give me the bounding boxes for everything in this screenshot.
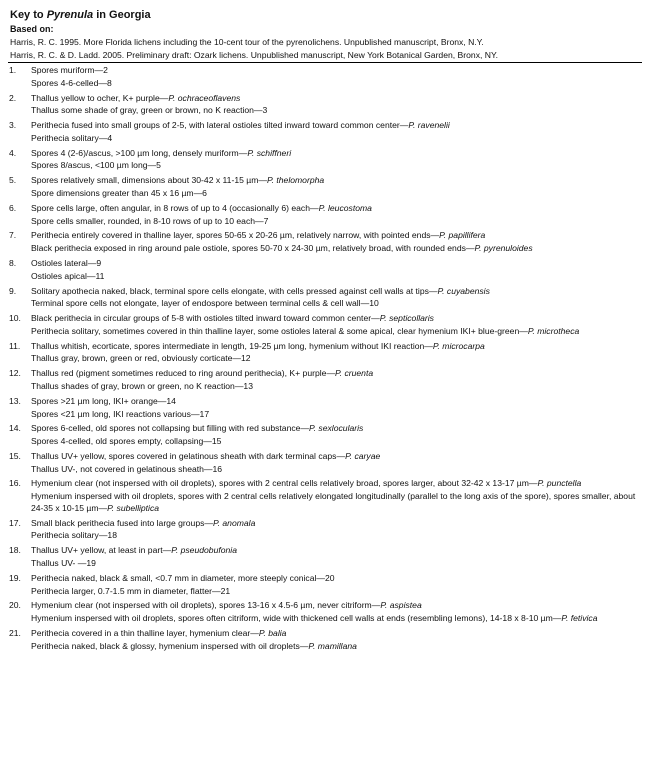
key-lead [31,133,642,145]
lead-text: Thallus UV+ yellow, at least in part— [31,545,172,556]
title-prefix: Key to [10,9,47,21]
taxon-name: P. leucostoma [318,202,372,213]
key-couplet [8,341,642,367]
couplet-leads [31,203,642,229]
couplet-leads [31,600,642,626]
taxon-name: P. cruenta [335,368,374,379]
key-couplet [8,65,642,91]
lead-text: Thallus red (pigment sometimes reduced to ring around perithecia), K+ purple— [31,368,336,379]
key-lead [31,258,642,270]
key-lead [31,353,642,365]
couplet-leads [31,65,642,91]
key-lead [31,558,642,570]
key-couplet [8,286,642,312]
lead-text: Thallus yellow to ocher, K+ purple— [31,92,169,103]
lead-text: Black perithecia exposed in ring around pale ostiole, spores 50-70 x 24-30 µm, relatively broad, with rounded ends— [31,243,475,254]
lead-text: Spores 8/ascus, <100 µm long—5 [31,160,161,171]
lead-text: Spores <21 µm long, IKI reactions various—17 [31,408,210,419]
reference-2: Harris, R. C. & D. Ladd. 2005. Preliminary draft: Ozark lichens. Unpublished manuscript, New York Botanical Garden, Bronx, NY. [10,49,498,60]
key-lead [31,530,642,542]
key-couplet [8,451,642,477]
lead-text: Perithecia entirely covered in thalline layer, spores 50-65 x 20-26 µm, relatively narrow, with pointed ends— [31,230,440,241]
key-lead [31,105,642,117]
key-lead [31,216,642,228]
taxon-name: P. cuyabensis [437,285,490,296]
key-lead [31,148,642,160]
taxon-name: P. fetivica [561,613,598,624]
header-divider [8,62,642,63]
key-lead [31,203,642,215]
taxon-name: P. ochraceoflavens [168,92,241,103]
lead-text: Spores muriform—2 [31,65,108,75]
key-lead [31,381,642,393]
lead-text: Spores 4 (2-6)/ascus, >100 µm long, densely muriform— [31,147,248,158]
title-suffix: in Georgia [93,9,151,21]
couplet-leads [31,423,642,449]
key-lead [31,436,642,448]
lead-text: Spores 6-celled, old spores not collapsing but filling with red substance— [31,423,310,434]
couplet-leads [31,573,642,599]
lead-text: Small black perithecia fused into large groups— [31,517,213,528]
lead-text: Hymenium clear (not inspersed with oil droplets), spores 13-16 x 4.5-6 µm, never citriform— [31,600,381,611]
key-lead [31,628,642,640]
key-couplet [8,230,642,256]
taxon-name: P. subelliptica [107,502,160,513]
key-couplet [8,573,642,599]
key-lead [31,65,642,77]
key-couplet [8,120,642,146]
key-couplet [8,175,642,201]
lead-text: Solitary apothecia naked, black, terminal spore cells elongate, with cells pressed against cell walls at tips— [31,285,438,296]
key-couplet [8,93,642,119]
taxon-name: P. microcarpa [432,340,485,351]
taxon-name: P. aspistea [380,600,422,611]
taxon-name: P. thelomorpha [266,175,325,186]
key-couplet [8,148,642,174]
lead-text: Thallus UV- —19 [31,557,96,568]
key-lead [31,120,642,132]
couplet-leads [31,396,642,422]
key-couplet [8,478,642,515]
couplet-number: 10. [9,313,21,324]
couplet-number: 16. [9,478,21,489]
lead-text: Terminal spore cells not elongate, layer of endospore between terminal cells & cell wall—10 [31,298,379,309]
couplet-number: 11. [9,340,21,351]
key-couplet [8,258,642,284]
key-lead [31,451,642,463]
taxon-name: P. pyrenuloides [474,243,533,254]
couplet-number: 6. [9,202,17,213]
lead-text: Thallus gray, brown, green or red, obviously corticate—12 [31,353,251,364]
couplet-number: 19. [9,572,21,583]
lead-text: Thallus some shade of gray, green or brown, no K reaction—3 [31,105,268,116]
key-couplet [8,423,642,449]
key-lead [31,491,642,514]
lead-text: Black perithecia in circular groups of 5-8 with ostioles tilted inward toward common center— [31,313,380,324]
couplet-number: 1. [9,65,17,75]
key-lead [31,586,642,598]
key-lead [31,641,642,653]
title-genus: Pyrenula [46,9,94,21]
couplet-leads [31,478,642,515]
lead-text: Thallus UV-, not covered in gelatinous sheath—16 [31,463,223,474]
taxon-name: P. mamillana [308,640,357,651]
dichotomous-key [8,65,642,653]
key-lead [31,230,642,242]
key-lead [31,188,642,200]
document-title [10,8,642,22]
taxon-name: P. schiffneri [247,147,292,158]
taxon-name: P. sexlocularis [309,423,364,434]
couplet-leads [31,313,642,339]
taxon-name: P. ravenelii [408,120,450,131]
key-lead [31,600,642,612]
taxon-name: P. anomala [213,517,256,528]
couplet-leads [31,93,642,119]
couplet-leads [31,545,642,571]
couplet-leads [31,148,642,174]
couplet-number: 8. [9,257,17,268]
lead-text: Spores relatively small, dimensions about 30-42 x 11-15 µm— [31,175,267,186]
taxon-name: P. pseudobufonia [171,545,237,556]
key-lead [31,341,642,353]
key-couplet [8,203,642,229]
key-lead [31,326,642,338]
couplet-leads [31,341,642,367]
couplet-number: 2. [9,92,17,103]
key-lead [31,573,642,585]
key-couplet [8,313,642,339]
couplet-number: 14. [9,423,21,434]
couplet-number: 3. [9,120,17,131]
key-couplet [8,396,642,422]
key-lead [31,368,642,380]
couplet-leads [31,258,642,284]
couplet-leads [31,175,642,201]
lead-text: Perithecia solitary, sometimes covered in thin thalline layer, some ostioles lateral & some apical, clear hymenium IKI+ blue-green— [31,325,528,336]
taxon-name: P. caryae [345,450,381,461]
key-lead [31,409,642,421]
lead-text: Perithecia solitary—4 [31,132,113,143]
reference-1: Harris, R. C. 1995. More Florida lichens including the 10-cent tour of the pyrenolichens. Unpublished manuscript, Bronx, N.Y. [10,37,484,47]
key-couplet [8,518,642,544]
lead-text: Thallus shades of gray, brown or green, no K reaction—13 [31,380,253,391]
couplet-number: 17. [9,517,21,528]
lead-text: Perithecia naked, black & glossy, hymenium inspersed with oil droplets— [31,640,309,651]
key-couplet [8,368,642,394]
couplet-leads [31,286,642,312]
couplet-number: 20. [9,600,21,611]
couplet-number: 7. [9,230,17,241]
lead-text: Perithecia covered in a thin thalline layer, hymenium clear— [31,627,259,638]
couplet-number: 13. [9,395,21,406]
lead-text: Perithecia fused into small groups of 2-5, with lateral ostioles tilted inward toward common center— [31,120,409,131]
key-lead [31,271,642,283]
lead-text: Spores >21 µm long, IKI+ orange—14 [31,395,176,406]
key-couplet [8,600,642,626]
key-lead [31,298,642,310]
key-lead [31,464,642,476]
lead-text: Spore cells smaller, rounded, in 8-10 rows of up to 10 each—7 [31,215,269,226]
couplet-number: 18. [9,545,21,556]
key-lead [31,518,642,530]
couplet-leads [31,368,642,394]
couplet-number: 21. [9,627,21,638]
lead-text: Ostioles apical—11 [31,270,105,281]
lead-text: Spores 4-6-celled—8 [31,77,112,88]
lead-text: Spore cells large, often angular, in 8 rows of up to 4 (occasionally 6) each— [31,202,319,213]
couplet-number: 4. [9,147,17,158]
key-lead [31,313,642,325]
key-lead [31,93,642,105]
taxon-name: P. punctella [537,478,582,489]
couplet-leads [31,628,642,654]
couplet-number: 15. [9,450,21,461]
key-lead [31,78,642,90]
lead-text: Thallus whitish, ecorticate, spores intermediate in length, 19-25 µm long, hymenium without IKI reaction— [31,340,433,351]
lead-text: Hymenium inspersed with oil droplets, spores with 2 central cells relatively elongated longitudinally (parallel to the long axis of the spore), spores smaller, about 24-35 x 10-15 µm— [31,491,636,513]
key-lead [31,478,642,490]
key-lead [31,613,642,625]
couplet-leads [31,230,642,256]
lead-text: Hymenium clear (not inspersed with oil droplets), spores with 2 central cells relatively broad, spores larger, about 32-42 x 13-17 µm— [31,478,538,489]
lead-text: Perithecia larger, 0.7-1.5 mm in diameter, flatter—21 [31,585,231,596]
taxon-name: P. papillifera [439,230,486,241]
key-lead [31,243,642,255]
key-lead [31,396,642,408]
lead-text: Spores 4-celled, old spores empty, collapsing—15 [31,436,222,447]
lead-text: Perithecia naked, black & small, <0.7 mm in diameter, more steeply conical—20 [31,572,335,583]
taxon-name: P. microtheca [527,325,580,336]
key-lead [31,160,642,172]
couplet-leads [31,451,642,477]
taxon-name: P. septicollaris [379,313,434,324]
lead-text: Thallus UV+ yellow, spores covered in gelatinous sheath with dark terminal caps— [31,450,346,461]
couplet-leads [31,518,642,544]
key-lead [31,175,642,187]
couplet-number: 5. [9,175,17,186]
lead-text: Spore dimensions greater than 45 x 16 µm—6 [31,188,207,199]
key-lead [31,286,642,298]
key-lead [31,423,642,435]
based-on-label: Based on: [10,24,54,34]
couplet-leads [31,120,642,146]
couplet-number: 9. [9,285,17,296]
couplet-number: 12. [9,368,21,379]
lead-text: Hymenium inspersed with oil droplets, spores often citriform, wide with thickened cell walls at ends (resembling lemons), 14-18 x 8-10 µm— [31,613,562,624]
key-lead [31,545,642,557]
lead-text: Perithecia solitary—18 [31,530,117,541]
taxon-name: P. balia [258,627,287,638]
lead-text: Ostioles lateral—9 [31,257,102,268]
key-couplet [8,628,642,654]
key-couplet [8,545,642,571]
